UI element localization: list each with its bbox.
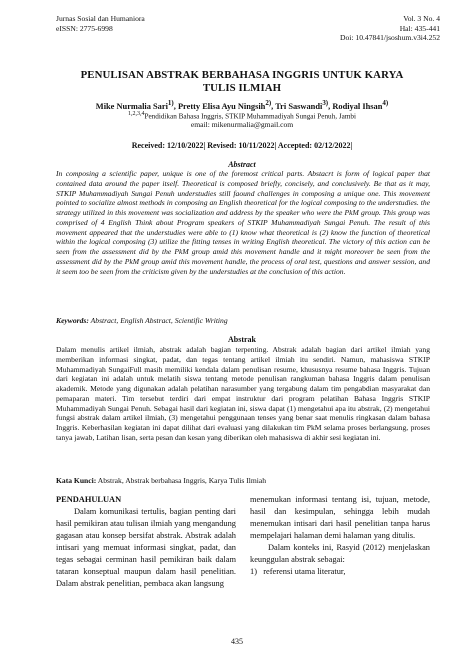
eissn: eISSN: 2775-6998: [56, 23, 113, 33]
kata-kunci-value: Abstrak, Abstrak berbahasa Inggris, Karya Tulis Ilmiah: [96, 476, 267, 485]
list-item: 1) referensi utama literatur,: [250, 567, 346, 576]
author-separator: ,: [173, 101, 178, 111]
column-text: [56, 506, 236, 590]
doi: Doi: 10.47841/jsoshum.v3i4.252: [340, 33, 440, 43]
intro-paragraph-1-continued: menemukan informasi tentang isi, tujuan, metode, hasil dan kesimpulan, sehingga lebih mudah menemukan intisari dari hasil penelitian tanpa harus mempelajari halaman demi halaman yang ditulis.: [250, 495, 430, 540]
abstract-body: In composing a scientific paper, unique is one of the foremost critical parts. Abstacrt is form of logical paper that contained data around the paper itself. Theoretical is composed briefly, concisely, and conclusively. Be that as it may, STKIP Muhammadiyah Sungai Penuh understudies still faound challenges in composing a unique one. This movement pointed to socialize almost methods in composing an English theoretical for the logical composing to the understudies. the strategy utilized in this movement was socialization and address by the speaker who were the PkM group. This group was comprised of 4 English Think about Program speakers of STKIP Muhammadiyah Sungai Penuh. The result of this movement appeared that the understudies were able to (1) know what theoretical is (2) know the function of theoretical within the logical composing (3) utilize the fitting tenses in writing English theoretical. The victory of this action can be seen from the assessment did by the PkM group amid this movement handle and it might moreover be seen from the assessment did by the PkM group amid this movement handle, the process of oral test, questions and answer session, and it seem too be seen from the criticism given by the understudies at the conclusion of this action.: [56, 169, 430, 276]
corresponding-email: email: mikenurmalia@gmail.com: [190, 120, 294, 129]
date-separator: |: [350, 141, 353, 150]
kata-kunci: [56, 476, 430, 485]
paper-title-line-2: TULIS ILMIAH: [202, 82, 282, 94]
date-separator: |: [274, 141, 277, 150]
abstract-heading: Abstract: [228, 160, 256, 169]
intro-paragraph-1: Dalam komunikasi tertulis, bagian penting dari hasil pemikiran atau tulisan ilmiah yang mengandung gagasan atau konsep bersifat abstrak. Abstrak adalah intisari yang memuat informasi singkat, padat, dan tegas sebagai cerminan hasil pemikiran baik dalam tataran konseptual maupun dalam hasil penelitian. Dalam abstrak penelitian, pembaca akan langsung: [56, 507, 236, 588]
section-heading-pendahuluan: PENDAHULUAN: [56, 495, 122, 504]
affiliation-marker: 1,2,3,4: [127, 111, 145, 117]
author-marker: 3): [322, 99, 329, 107]
body-column-right: [250, 494, 430, 578]
author-name: Pretty Elisa Ayu Ningsih: [177, 101, 266, 111]
author-marker: 1): [167, 99, 174, 107]
author-name: Tri Saswandi: [275, 101, 323, 111]
date-separator: |: [203, 141, 206, 150]
keywords-label: Keywords:: [56, 316, 89, 325]
journal-name: Jurnas Sosial dan Humaniora: [56, 14, 145, 23]
body-column-left: [56, 494, 236, 590]
abstrak-heading: Abstrak: [227, 335, 256, 344]
author-separator: ,: [271, 101, 276, 111]
volume-number: Vol. 3 No. 4: [403, 14, 440, 23]
submission-dates: [40, 141, 444, 151]
author-name: Mike Nurmalia Sari: [95, 101, 168, 111]
intro-paragraph-2: Dalam konteks ini, Rasyid (2012) menjelaskan keunggulan abstrak sebagai:: [250, 543, 430, 564]
accepted-date: Accepted: 02/12/2022: [277, 141, 351, 150]
author-name: Rodiyal Ihsan: [332, 101, 383, 111]
page-number: 435: [231, 637, 243, 646]
keywords-value: Abstract, English Abstract, Scientific Writing: [88, 316, 228, 325]
abstrak-body: Dalam menulis artikel ilmiah, abstrak adalah bagian terpenting. Abstrak adalah bagian dari artikel ilmiah yang memberikan informasi singkat, padat, dan tegas tentang artikel ilmiah itu sendiri. Namun, mahasiswa STKIP Muhammadiyah SungaiFull masih memiliki kendala dalam penulisan resume, khususnya resume bahasa Inggris. Tujuan dari kegiatan ini adalah untuk melatih siswa tentang metode penulisan rangkuman bahasa Inggris dalam penulisan akademik. Metode yang digunakan adalah pelatihan narasumber yang tergabung dalam tim pengabdian masyarakat dan pemaparan materi. Tim tersebut terdiri dari empat instruktur dari program pelatihan Bahasa Inggris STKIP Muhammadiyah Sungai Penuh. Sebagai hasil dari kegiatan ini, siswa dapat (1) mengetahui apa itu abstrak, (2) mengetahui fungsi abstrak dalam artikel ilmiah, (3) mengetahui penggunaan tenses yang benar saat menulis ringkasan dalam bahasa Inggris. Keberhasilan kegiatan ini dapat dilihat dari evaluasi yang dilakukan tim PkM selama proses berlangsung, proses tanya jawab, Latihan lisan, serta pesan dan kesan yang diberikan oleh mahasiswa di akhir sesi kegiatan ini.: [56, 345, 430, 442]
paper-title: [50, 69, 434, 95]
column-text: [250, 494, 430, 566]
keywords: [56, 316, 430, 325]
page-range: Hal: 435-441: [399, 23, 440, 33]
affiliation-text: Pendidikan Bahasa Inggris, STKIP Muhammadiyah Sungai Penuh, Jambi: [144, 112, 357, 121]
paper-title-line-1: PENULISAN ABSTRAK BERBAHASA INGGRIS UNTUK KARYA: [80, 69, 404, 81]
author-marker: 4): [382, 99, 389, 107]
kata-kunci-label: Kata Kunci:: [56, 476, 97, 485]
author-marker: 2): [265, 99, 272, 107]
running-header-right: [340, 14, 440, 43]
author-separator: ,: [328, 101, 333, 111]
running-header-left: [56, 14, 145, 33]
revised-date: Revised: 10/11/2022: [207, 141, 275, 150]
received-date: Received: 12/10/2022: [131, 141, 204, 150]
